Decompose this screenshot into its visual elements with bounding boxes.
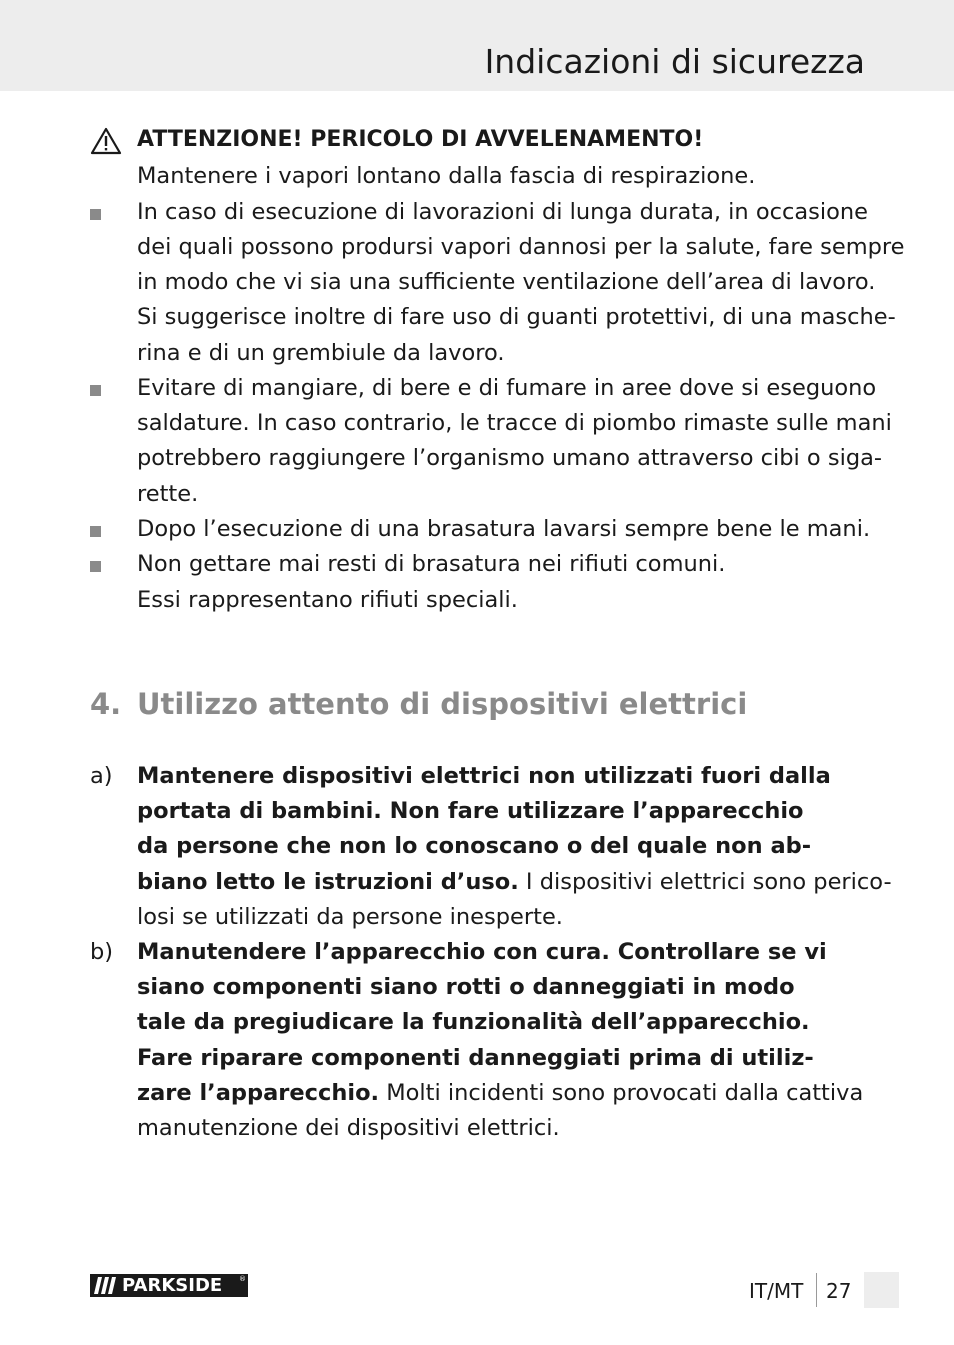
language-code: IT/MT [749,1279,804,1303]
item-bold-text: zare l’apparecchio. [137,1080,380,1106]
item-line [137,1113,560,1143]
item-bold-text: Mantenere dispositivi elettrici non utilizzati fuori dalla [137,763,831,789]
warning-text: Mantenere i vapori lontano dalla fascia di respirazione. [137,163,756,189]
warning-heading: ATTENZIONE! PERICOLO DI AVVELENAMENTO! [137,127,704,152]
item-line [137,1078,863,1108]
item-bold-text: Fare riparare componenti danneggiati prima di utiliz- [137,1045,814,1071]
footer-tab-box [864,1272,899,1308]
item-bold-text: siano componenti siano rotti o danneggiati in modo [137,974,795,1000]
bullet-line: rina e di un grembiule da lavoro. [137,340,505,366]
item-line [137,902,563,932]
square-bullet-icon [90,385,101,396]
item-line [137,972,795,1002]
bullet-line: In caso di esecuzione di lavorazioni di lunga durata, in occasione [137,199,868,225]
footer-divider [816,1273,817,1307]
bullet-line: dei quali possono prodursi vapori dannosi per la salute, fare sempre [137,234,905,260]
section-number: 4. [90,687,122,721]
item-line [137,937,827,967]
bullet-line: potrebbero raggiungere l’organismo umano attraverso cibi o siga- [137,445,883,471]
parkside-stripes-icon [93,1274,119,1297]
bullet-line: Essi rappresentano rifiuti speciali. [137,587,518,613]
item-line [137,1007,810,1037]
section-title: Utilizzo attento di dispositivi elettrici [137,687,748,721]
square-bullet-icon [90,526,101,537]
item-normal-text: Molti incidenti sono provocati dalla cattiva [379,1080,864,1106]
item-bold-text: da persone che non lo conoscano o del quale non ab- [137,833,812,859]
item-line [137,831,811,861]
bullet-line: Si suggerisce inoltre di fare uso di guanti protettivi, di una masche- [137,304,896,330]
item-label: a) [90,763,113,789]
section-heading [90,684,747,724]
item-line [137,1043,814,1073]
item-normal-text: manutenzione dei dispositivi elettrici. [137,1115,560,1141]
item-bold-text: portata di bambini. Non fare utilizzare l’apparecchio [137,798,804,824]
page-number: 27 [826,1279,852,1303]
item-line [137,796,804,826]
bullet-line: Non gettare mai resti di brasatura nei rifiuti comuni. [137,551,726,577]
bullet-line: Evitare di mangiare, di bere e di fumare in aree dove si eseguono [137,375,877,401]
header-band [0,0,954,91]
page-title: Indicazioni di sicurezza [484,42,865,81]
logo-text: PARKSIDE [122,1275,223,1296]
bullet-line: in modo che vi sia una sufficiente ventilazione dell’area di lavoro. [137,269,876,295]
item-bold-text: tale da pregiudicare la funzionalità dell’apparecchio. [137,1009,810,1035]
warning-triangle-icon [90,127,122,155]
item-normal-text: I dispositivi elettrici sono perico- [518,869,892,895]
square-bullet-icon [90,209,101,220]
item-bold-text: Manutendere l’apparecchio con cura. Controllare se vi [137,939,827,965]
item-line [137,867,892,897]
item-bold-text: biano letto le istruzioni d’uso. [137,869,519,895]
item-label: b) [90,939,114,965]
parkside-logo [90,1274,248,1297]
bullet-line: saldature. In caso contrario, le tracce di piombo rimaste sulle mani [137,410,892,436]
registered-mark: ® [239,1275,246,1283]
item-normal-text: losi se utilizzati da persone inesperte. [137,904,563,930]
item-line [137,761,831,791]
square-bullet-icon [90,561,101,572]
bullet-line: Dopo l’esecuzione di una brasatura lavarsi sempre bene le mani. [137,516,871,542]
bullet-line: rette. [137,481,199,507]
